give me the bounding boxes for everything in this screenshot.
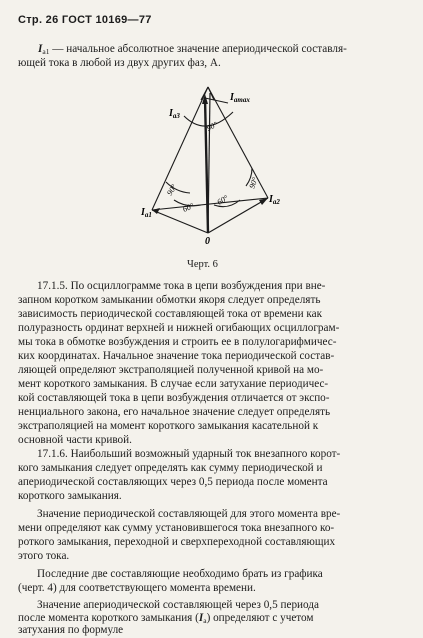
angle-right-inner: 60° xyxy=(215,193,230,207)
label-iamax: I xyxy=(230,92,234,103)
text-before-symbol: после момента короткого замыкания ( xyxy=(18,612,199,624)
paragraph-line: роткого замыкания, переходной и сверхпереходной составляющих xyxy=(18,536,336,548)
paragraph-line: Последние две составляющие необходимо брать из графика xyxy=(37,568,323,580)
angle-right-outer: 90° xyxy=(247,176,260,190)
paragraph-line: короткого замыкания. xyxy=(18,490,122,502)
label-ia1: I xyxy=(141,207,145,218)
paragraph-line: экстраполяцией на момент короткого замыкания касательной к xyxy=(18,420,319,432)
paragraph-line: апериодической составляющих через 0,5 периода после момента xyxy=(18,476,328,488)
paragraph-line: кой составляющей тока в цепи возбуждения отличается от экспо- xyxy=(18,392,330,404)
vector-diagram xyxy=(0,0,423,260)
paragraph-line: мент короткого замыкания. В случае если затухание периодичес- xyxy=(18,378,329,390)
symbol-ia1: I xyxy=(38,43,43,55)
angle-left-outer: 90° xyxy=(165,182,179,198)
svg-text:Ia2 xyxy=(268,194,280,206)
label-iamax-subscript: amax xyxy=(233,96,250,104)
label-ia2-subscript: a2 xyxy=(272,198,280,206)
paragraph-line: (черт. 4) для соответствующего момента времени. xyxy=(18,582,256,594)
angle-left-inner: 60° xyxy=(181,201,196,214)
paragraph-line: Значение периодической составляющей для этого момента вре- xyxy=(37,508,341,520)
paragraph-line: мени определяют как сумму установившегося тока внезапного ко- xyxy=(18,522,335,534)
paragraph-line: зависимость периодической составляющей тока от времени как xyxy=(18,308,323,320)
paragraph-line: Значение апериодической составляющей через 0,5 периода xyxy=(37,599,319,611)
label-ia1-subscript: a1 xyxy=(144,211,152,219)
label-ia3: I xyxy=(169,108,173,119)
paragraph-line: основной части кривой. xyxy=(18,434,132,446)
paragraph-line: кого замыкания следует определять как сумму периодической и xyxy=(18,462,323,474)
definition-line-2: ющей тока в любой из двух других фаз, А. xyxy=(18,57,221,69)
paragraph-line: запном коротком замыкании обмотки якоря следует определять xyxy=(18,294,321,306)
paragraph-line: ненциального закона, его начальное значение следует определять xyxy=(18,406,331,418)
paragraph-line: полуразность ординат верхней и нижней огибающих осциллограм- xyxy=(18,322,340,334)
svg-text:Iamax xyxy=(229,92,250,104)
paragraph-line: затухания по формуле xyxy=(18,624,124,636)
page-header: Стр. 26 ГОСТ 10169—77 xyxy=(18,14,152,26)
paragraph-line: 17.1.6. Наибольший возможный ударный ток внезапного корот- xyxy=(37,448,341,460)
paragraph-line: ляющей определяют экстраполяцией полученной кривой на мо- xyxy=(18,364,324,376)
symbol-ia1-subscript: a1 xyxy=(42,47,50,56)
symbol-ia: I xyxy=(198,612,204,624)
paragraph-line: 17.1.5. По осциллограмме тока в цепи возбуждения при вне- xyxy=(37,280,326,292)
label-ia3-subscript: a3 xyxy=(172,112,180,120)
paragraph-line: мы тока в обмотке возбуждения и строить ее в полулогарифмичес- xyxy=(18,336,337,348)
symbol-ia-subscript: a xyxy=(203,616,207,625)
label-ia2: I xyxy=(269,194,273,205)
text-after-symbol: ) определяют с учетом xyxy=(206,612,314,624)
definition-text-1: — начальное абсолютное значение апериодической составля- xyxy=(49,43,347,55)
angle-top: 90° xyxy=(205,119,219,133)
figure-caption: Черт. 6 xyxy=(187,259,218,270)
svg-text:Ia3 xyxy=(168,108,180,120)
paragraph-line: ких координатах. Начальное значение тока периодической состав- xyxy=(18,350,335,362)
label-origin: 0 xyxy=(205,236,210,247)
paragraph-line: этого тока. xyxy=(18,550,70,562)
svg-text:Ia1 xyxy=(140,207,152,219)
